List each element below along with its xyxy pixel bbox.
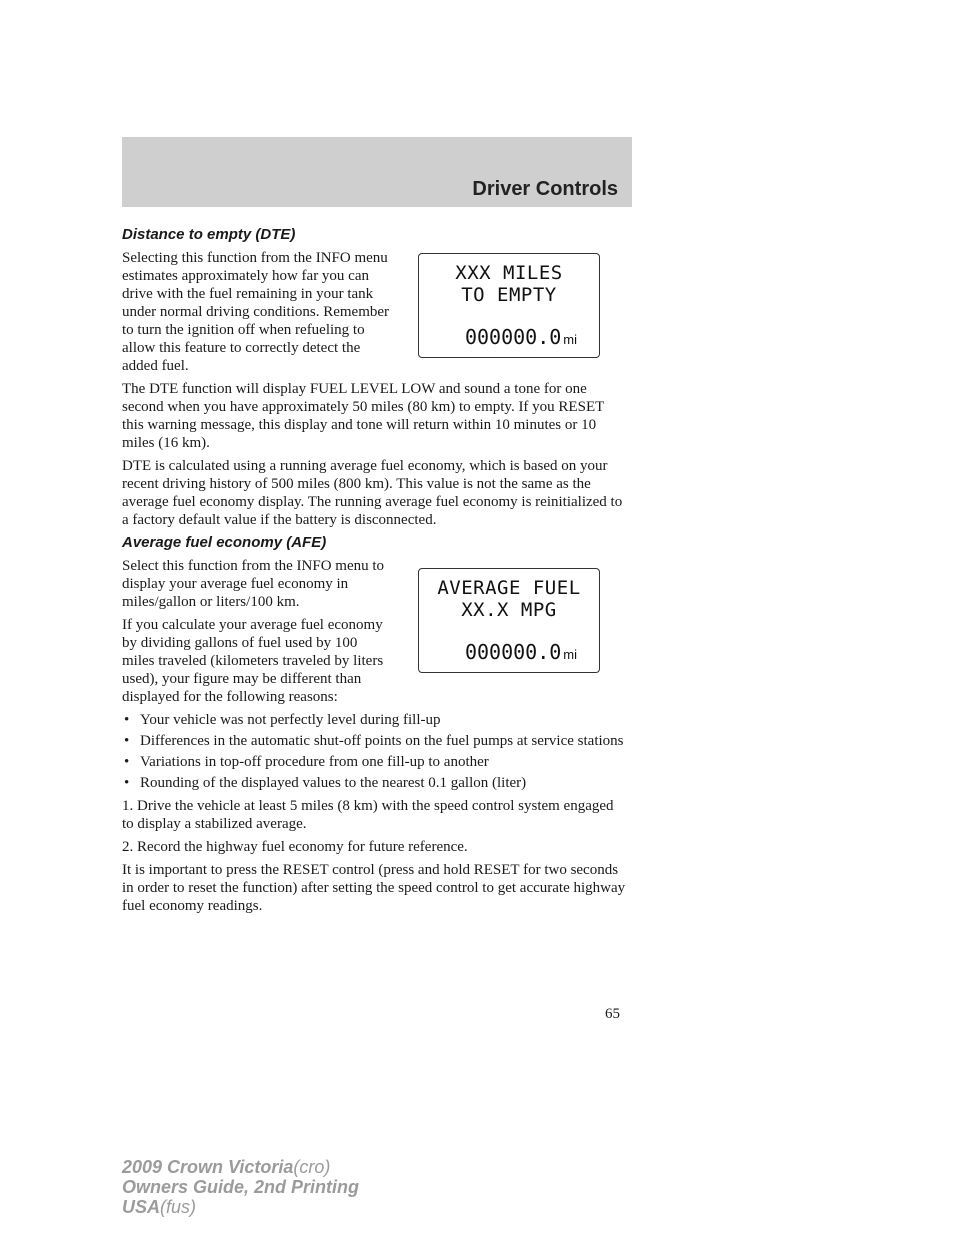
afe-paragraph-2-text: If you calculate your average fuel economy by dividing gallons of fuel used by 100 miles traveled (kilometers traveled by liters used), your figure may be different than displayed for the following reasons: bbox=[122, 617, 384, 705]
dte-display-line-1: XXX MILES bbox=[455, 262, 563, 284]
footer-line-1: 2009 Crown Victoria(cro) bbox=[122, 1157, 331, 1177]
afe-display-odometer: 000000.0 mi bbox=[464, 640, 577, 664]
dte-heading: Distance to empty (DTE) bbox=[122, 226, 296, 243]
bullet-icon: • bbox=[124, 733, 130, 749]
afe-display-line-1: AVERAGE FUEL bbox=[437, 577, 581, 599]
afe-step-1: 1. Drive the vehicle at least 5 miles (8 km) with the speed control system engaged to display a stabilized average. bbox=[122, 798, 614, 832]
dte-display-odometer: 000000.0 mi bbox=[464, 325, 577, 349]
section-header-band bbox=[122, 137, 632, 207]
dte-display-unit: mi bbox=[563, 332, 577, 347]
list-item: • Variations in top-off procedure from one fill-up to another bbox=[124, 754, 489, 770]
afe-paragraph-3: It is important to press the RESET control (press and hold RESET for two seconds in order to reset the function) after setting the speed control to get accurate highway fuel economy readings. bbox=[122, 862, 626, 914]
bullet-icon: • bbox=[124, 712, 130, 728]
afe-heading: Average fuel economy (AFE) bbox=[122, 534, 327, 551]
list-item: • Differences in the automatic shut-off points on the fuel pumps at service stations bbox=[124, 733, 624, 749]
page-number: 65 bbox=[605, 1006, 620, 1022]
list-item: • Rounding of the displayed values to the nearest 0.1 gallon (liter) bbox=[124, 775, 527, 791]
bullet-icon: • bbox=[124, 775, 130, 791]
bullet-icon: • bbox=[124, 754, 130, 770]
afe-display-illustration bbox=[418, 568, 600, 673]
afe-step-2: 2. Record the highway fuel economy for future reference. bbox=[122, 839, 468, 855]
afe-paragraph-1: Select this function from the INFO menu to display your average fuel economy in miles/gallon or liters/100 km. bbox=[122, 558, 385, 610]
dte-display-line-2: TO EMPTY bbox=[461, 284, 557, 306]
section-title: Driver Controls bbox=[472, 178, 618, 200]
footer-line-3: USA(fus) bbox=[122, 1197, 197, 1217]
afe-reasons-list bbox=[122, 711, 628, 792]
dte-paragraph-3: DTE is calculated using a running average fuel economy, which is based on your recent driving history of 500 miles (800 km). This value is not the same as the average fuel economy display. The running average fuel economy is reinitialized to a factory default value if the battery is disconnected. bbox=[122, 458, 623, 528]
afe-display-unit: mi bbox=[563, 647, 577, 662]
dte-paragraph-2: The DTE function will display FUEL LEVEL LOW and sound a tone for one second when you have approximately 50 miles (80 km) to empty. If you RESET this warning message, this display and tone will return within 10 minutes or 10 miles (16 km). bbox=[122, 381, 604, 451]
list-item: • Your vehicle was not perfectly level during fill-up bbox=[124, 712, 441, 728]
print-footer bbox=[122, 1157, 359, 1217]
footer-line-2: Owners Guide, 2nd Printing bbox=[122, 1177, 360, 1197]
dte-display-illustration bbox=[418, 253, 600, 358]
dte-paragraph-1: Selecting this function from the INFO menu estimates approximately how far you can drive with the fuel remaining in your tank under normal driving conditions. Remember to turn the ignition off when refueling to allow this feature to correctly detect the added fuel. bbox=[122, 250, 390, 374]
afe-display-line-2: XX.X MPG bbox=[461, 599, 557, 621]
